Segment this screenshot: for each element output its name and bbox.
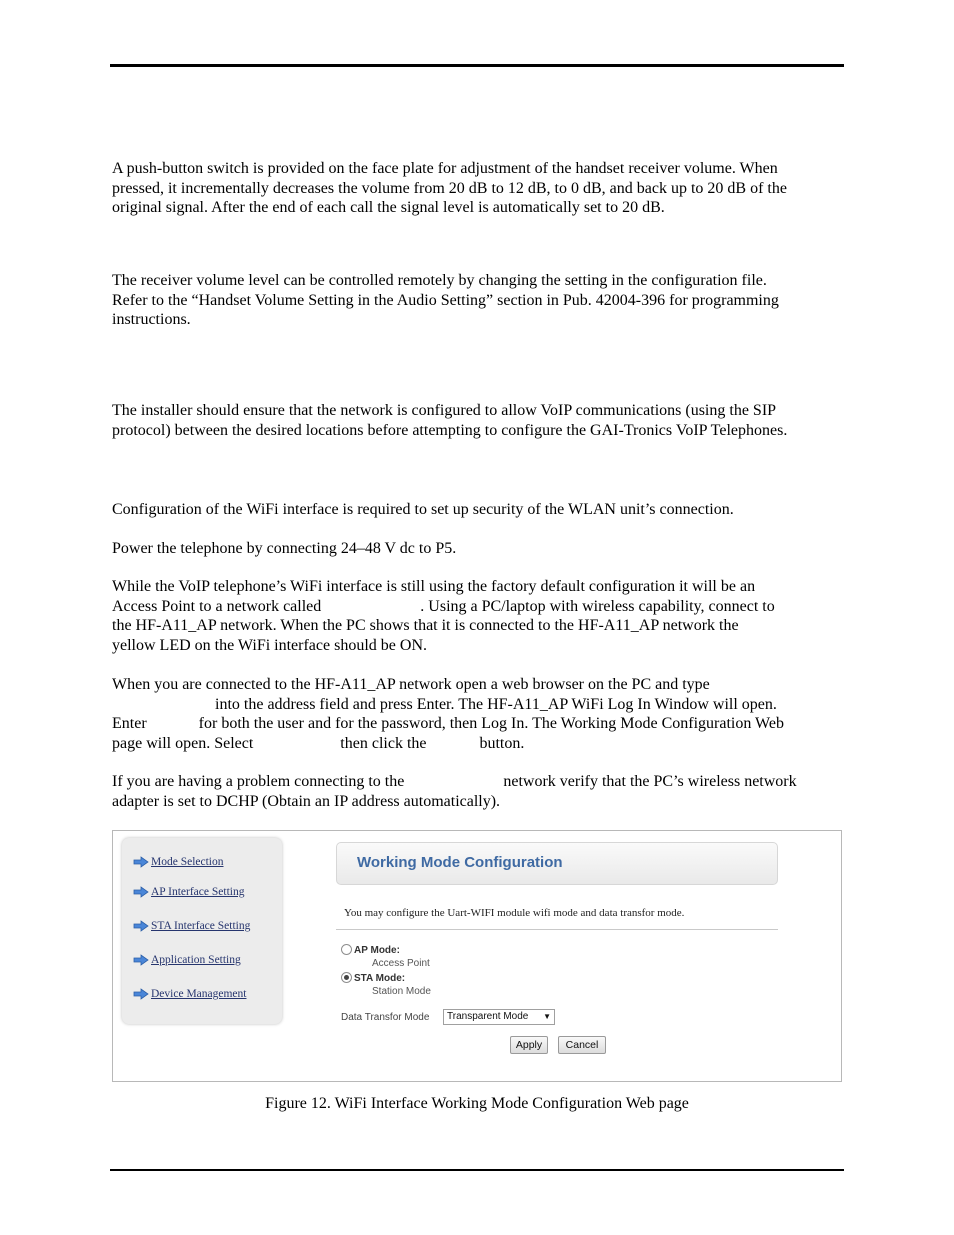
text-fragment: . Using a PC/laptop with wireless capability, connect to <box>420 597 775 615</box>
paragraph-power <box>112 539 847 559</box>
text-line <box>112 714 847 734</box>
text-line: When you are connected to the HF-A11_AP network open a web browser on the PC and type <box>112 676 710 693</box>
sidebar-item-sta-interface[interactable] <box>133 920 250 932</box>
text-fragment: button. <box>479 735 525 753</box>
paragraph-remote-volume <box>112 271 847 330</box>
text-line: The installer should ensure that the network is configured to allow VoIP communications (using the SIP <box>112 402 777 419</box>
text-line: instructions. <box>112 311 191 329</box>
figure-screenshot <box>112 830 842 1082</box>
arrow-right-icon <box>133 856 149 868</box>
text-fragment: If you are having a problem connecting to the <box>112 773 405 790</box>
text-line <box>112 695 847 715</box>
config-header <box>336 842 778 885</box>
arrow-right-icon <box>133 988 149 1000</box>
text-line: yellow LED on the WiFi interface should be ON. <box>112 637 427 655</box>
config-title: Working Mode Configuration <box>357 854 563 871</box>
text-fragment: network verify that the PC’s wireless network <box>503 773 797 790</box>
ap-mode-sub: Access Point <box>372 958 430 969</box>
arrow-right-icon <box>133 886 149 898</box>
sta-mode-radio[interactable] <box>341 972 352 983</box>
text-line: original signal. After the end of each call the signal level is automatically set to 20 dB. <box>112 199 665 217</box>
sidebar-item-label[interactable]: Device Management <box>151 988 247 1000</box>
text-line: protocol) between the desired locations before attempting to configure the GAI-Tronics VoIP Telephones. <box>112 421 788 439</box>
arrow-right-icon <box>133 920 149 932</box>
config-description: You may configure the Uart-WIFI module wifi mode and data transfor mode. <box>344 907 685 919</box>
paragraph-volume-button <box>112 159 847 218</box>
sidebar-item-application[interactable] <box>133 954 241 966</box>
text-line: Refer to the “Handset Volume Setting in the Audio Setting” section in Pub. 42004-396 for programming <box>112 291 779 309</box>
sidebar-item-label[interactable]: Mode Selection <box>151 856 224 868</box>
text-line: The receiver volume level can be controlled remotely by changing the setting in the configuration file. <box>112 272 767 289</box>
header-rule <box>110 64 844 67</box>
paragraph-web-browser <box>112 675 847 754</box>
figure-caption: Figure 12. WiFi Interface Working Mode Configuration Web page <box>265 1095 689 1112</box>
sidebar-item-label[interactable]: Application Setting <box>151 954 241 966</box>
ap-mode-radio[interactable] <box>341 944 352 955</box>
paragraph-troubleshoot <box>112 772 847 811</box>
apply-button[interactable]: Apply <box>510 1036 548 1054</box>
paragraph-wifi-config <box>112 500 847 520</box>
text-fragment: then click the <box>340 735 427 753</box>
data-mode-label: Data Transfor Mode <box>341 1012 430 1023</box>
text-line <box>112 734 847 754</box>
text-line: Configuration of the WiFi interface is required to set up security of the WLAN unit’s connection. <box>112 501 734 518</box>
text-line <box>112 772 847 792</box>
sidebar-item-mode-selection[interactable] <box>133 856 224 868</box>
paragraph-network <box>112 401 847 440</box>
data-mode-select[interactable] <box>443 1009 555 1025</box>
text-line: pressed, it incrementally decreases the volume from 20 dB to 12 dB, to 0 dB, and back up to 20 dB of the <box>112 179 787 197</box>
data-mode-value: Transparent Mode <box>447 1011 529 1022</box>
cancel-button[interactable]: Cancel <box>558 1036 606 1054</box>
text-fragment: into the address field and press Enter. The HF-A11_AP WiFi Log In Window will open. <box>215 695 777 713</box>
dropdown-arrow-icon: ▼ <box>543 1012 551 1021</box>
arrow-right-icon <box>133 954 149 966</box>
sta-mode-sub: Station Mode <box>372 986 431 997</box>
text-line: Power the telephone by connecting 24–48 V dc to P5. <box>112 540 457 557</box>
paragraph-access-point <box>112 577 847 656</box>
text-line: A push-button switch is provided on the face plate for adjustment of the handset receiver volume. When <box>112 160 778 177</box>
divider <box>336 929 778 930</box>
text-fragment: Access Point to a network called <box>112 597 322 615</box>
ap-mode-label: AP Mode: <box>354 945 400 956</box>
text-fragment: Enter <box>112 715 147 733</box>
text-fragment: page will open. Select <box>112 735 254 753</box>
sta-mode-label: STA Mode: <box>354 973 406 984</box>
text-fragment: for both the user and for the password, then Log In. The Working Mode Configuration Web <box>198 715 784 733</box>
text-line <box>112 597 847 617</box>
sidebar-item-label[interactable]: AP Interface Setting <box>151 886 245 898</box>
text-line: While the VoIP telephone’s WiFi interface is still using the factory default configuration it will be an <box>112 578 756 595</box>
footer-rule <box>110 1169 844 1171</box>
text-line: adapter is set to DCHP (Obtain an IP address automatically). <box>112 792 501 810</box>
sidebar-item-ap-interface[interactable] <box>133 886 244 898</box>
sidebar-item-device-management[interactable] <box>133 988 246 1000</box>
sidebar-item-label[interactable]: STA Interface Setting <box>151 920 251 932</box>
text-line: the HF-A11_AP network. When the PC shows that it is connected to the HF-A11_AP network the <box>112 617 739 635</box>
